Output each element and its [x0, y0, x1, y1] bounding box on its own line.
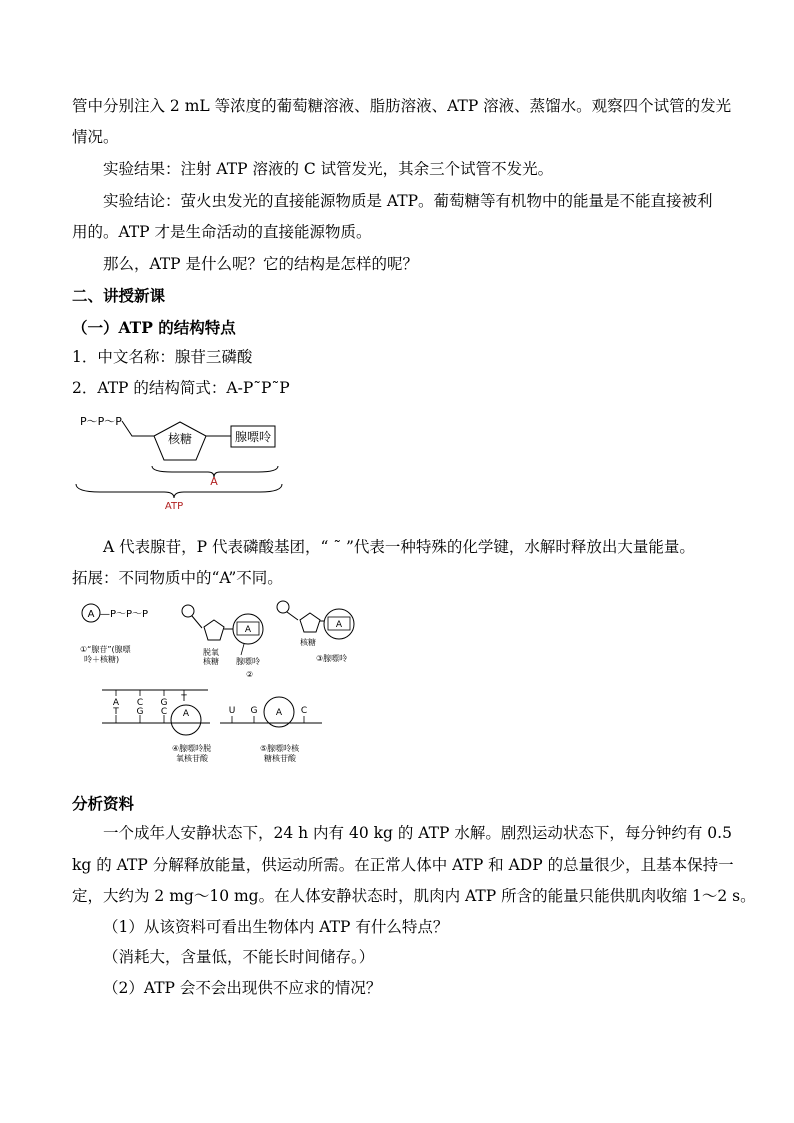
adenine-box-label: A [335, 620, 343, 630]
dna-base: A [112, 698, 120, 708]
rna-base: G [250, 706, 258, 716]
data-paragraph: 一个成年人安静状态下，24 h 内有 40 kg 的 ATP 水解。剧烈运动状态下，每分钟约有 0.5 [103, 824, 732, 842]
rna-circled-base: A [275, 708, 283, 718]
circled-a-label: A [87, 609, 95, 620]
phosphate-circle [277, 601, 289, 613]
caption-2-number: ② [246, 670, 254, 679]
list-item: 2．ATP 的结构简式：A-P˜P˜P [72, 379, 290, 397]
phosphate-chain-label: P～P～P [80, 415, 122, 428]
caption-5-cont: 糖核苷酸 [264, 754, 296, 763]
dna-base: T [113, 707, 119, 717]
rna-base: C [300, 706, 308, 716]
dna-circled-base: A [182, 709, 190, 719]
section-heading: 二、讲授新课 [72, 286, 166, 305]
paragraph-line: 管中分别注入 2 mL 等浓度的葡萄糖溶液、脂肪溶液、ATP 溶液、蒸馏水。观察四个试管的发光 [72, 97, 732, 115]
experiment-conclusion-cont: 用的。ATP 才是生命活动的直接能源物质。 [72, 223, 372, 241]
experiment-conclusion: 实验结论：萤火虫发光的直接能源物质是 ATP。葡萄糖等有机物中的能量是不能直接被利 [103, 192, 713, 210]
phosphate-bond-line [122, 421, 158, 436]
question-2: （2）ATP 会不会出现供不应求的情况？ [103, 979, 382, 997]
atp-brace [76, 484, 282, 498]
caption-2: 腺嘌呤 [236, 657, 260, 666]
caption-1-cont: 呤＋核糖) [84, 655, 120, 664]
dna-base: C [160, 707, 168, 717]
deoxyribose-label: 脱氧 [203, 648, 219, 657]
phosphate-circle [182, 605, 194, 617]
list-item: 1．中文名称：腺苷三磷酸 [72, 348, 253, 366]
caption-3: ③腺嘌呤 [316, 654, 348, 663]
adenine-label: 腺嘌呤 [234, 430, 272, 444]
question-line: 那么，ATP 是什么呢？它的结构是怎样的呢？ [103, 255, 419, 273]
adenine-box-label: A [244, 625, 252, 635]
subsection-heading: （一）ATP 的结构特点 [72, 318, 236, 337]
adenosine-label: A [210, 475, 218, 488]
caption-5: ⑤腺嘌呤核 [260, 744, 300, 753]
analysis-heading: 分析资料 [72, 794, 135, 813]
panel-3-adenine [300, 604, 362, 644]
panel-deoxyadenosine [182, 605, 263, 679]
caption-1: ①“腺苷”(腺嘌 [80, 645, 131, 654]
dna-base: G [136, 707, 144, 717]
dna-base: T [181, 694, 187, 704]
panel-adenosine [80, 604, 148, 664]
deoxyribose-pentagon [204, 620, 224, 640]
caption-4-cont: 氧核苷酸 [176, 754, 208, 763]
adenine-comparison-diagram [76, 598, 348, 773]
dna-base: G [160, 698, 168, 708]
caption-4: ④腺嘌呤脱 [172, 744, 212, 753]
rna-base: U [228, 706, 236, 716]
extension-line: 拓展：不同物质中的“A”不同。 [72, 569, 283, 587]
data-paragraph-cont: 定，大约为 2 mg～10 mg。在人体安静状态时，肌肉内 ATP 所含的能量只能供肌肉收缩 1～2 s。 [72, 887, 756, 905]
ribose-label: 核糖 [167, 432, 193, 446]
panel-rna [220, 697, 322, 763]
ribose-label: 核糖 [300, 638, 316, 647]
atp-label: ATP [164, 501, 184, 512]
explanation-line: A 代表腺苷，P 代表磷酸基团，“ ˜ ”代表一种特殊的化学键，水解时释放出大量能量。 [103, 538, 695, 556]
dna-base: C [136, 698, 144, 708]
experiment-result: 实验结果：注射 ATP 溶液的 C 试管发光，其余三个试管不发光。 [103, 160, 554, 178]
paragraph-line: 情况。 [72, 128, 119, 146]
question-1: （1）从该资料可看出生物体内 ATP 有什么特点？ [103, 918, 449, 936]
panel-dna [102, 690, 211, 763]
deoxyribose-label-cont: 核糖 [203, 657, 219, 666]
atp-structure-diagram [72, 408, 302, 516]
data-paragraph-cont: kg 的 ATP 分解释放能量，供运动所需。在正常人体中 ATP 和 ADP 的总量很少，且基本保持一 [72, 856, 734, 874]
answer-1: （消耗大，含量低，不能长时间储存。） [103, 948, 375, 966]
phosphate-tail-label: —P～P～P [100, 609, 149, 620]
